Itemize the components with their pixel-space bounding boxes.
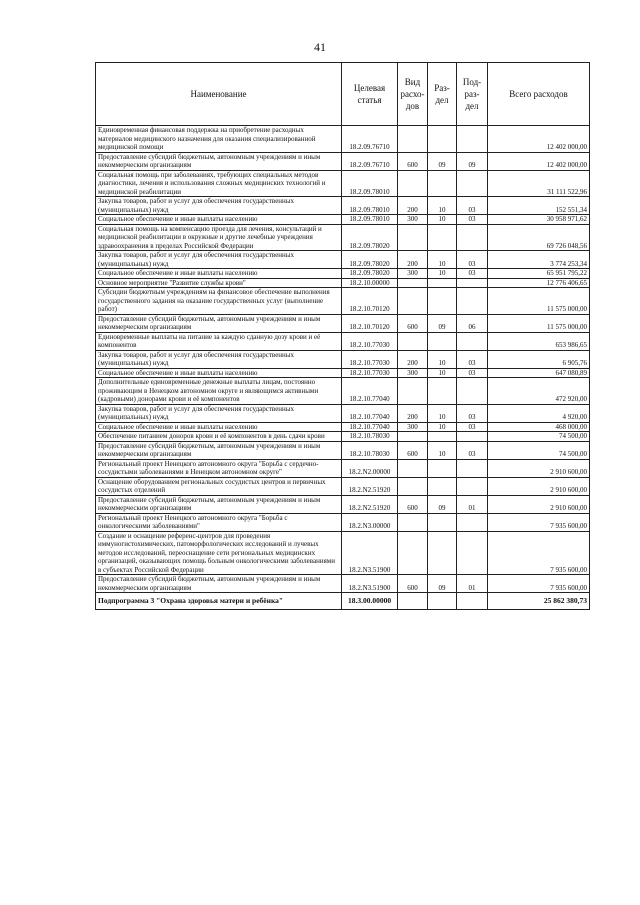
row-name: Социальная помощь при заболеваниях, требующих специальных методов диагностики, лечения и использования сложных медицинских технологий и медицинской реабилитации [96, 170, 342, 197]
table-row [96, 332, 590, 350]
header-subsection: Под-раз-дел [457, 63, 488, 126]
header-name: Наименование [96, 63, 342, 126]
row-expense-type: 300 [398, 368, 428, 378]
row-expense-type [398, 224, 428, 251]
row-section [428, 378, 457, 405]
row-subsection [457, 224, 488, 251]
page-number: 41 [314, 40, 326, 54]
row-amount: 25 862 380,73 [488, 593, 590, 610]
row-name: Оснащение оборудованием региональных сосудистых центров и первичных сосудистых отделений [96, 477, 342, 495]
row-amount: 7 935 600,00 [488, 513, 590, 531]
row-amount: 653 986,65 [488, 332, 590, 350]
row-expense-type [398, 332, 428, 350]
row-target-article: 18.2.10.70120 [342, 314, 398, 332]
row-amount: 4 920,00 [488, 404, 590, 422]
row-target-article: 18.2.10.77030 [342, 368, 398, 378]
row-name: Социальное обеспечение и иные выплаты населению [96, 269, 342, 279]
row-expense-type [398, 278, 428, 288]
row-section: 09 [428, 314, 457, 332]
row-amount: 2 910 600,00 [488, 459, 590, 477]
budget-table [95, 62, 590, 610]
row-expense-type: 200 [398, 251, 428, 269]
table-row [96, 170, 590, 197]
header-target-article: Целевая статья [342, 63, 398, 126]
row-name: Социальное обеспечение и иные выплаты населению [96, 422, 342, 432]
row-target-article: 18.2.10.78030 [342, 432, 398, 442]
row-name: Социальное обеспечение и иные выплаты населению [96, 368, 342, 378]
row-target-article: 18.2.09.78020 [342, 251, 398, 269]
row-expense-type: 600 [398, 441, 428, 459]
row-target-article: 18.2.10.77040 [342, 378, 398, 405]
row-name: Предоставление субсидий бюджетным, автономным учреждениям и иным некоммерческим организациям [96, 495, 342, 513]
row-expense-type: 300 [398, 269, 428, 279]
row-subsection [457, 278, 488, 288]
row-subsection [457, 513, 488, 531]
row-amount: 30 958 971,62 [488, 215, 590, 225]
row-target-article: 18.2.N2.51920 [342, 477, 398, 495]
table-row [96, 432, 590, 442]
table-row [96, 288, 590, 315]
row-amount: 12 776 406,65 [488, 278, 590, 288]
table-row [96, 531, 590, 575]
row-name: Закупка товаров, работ и услуг для обеспечения государственных (муниципальных) нужд [96, 404, 342, 422]
row-section [428, 432, 457, 442]
row-amount: 12 402 000,00 [488, 152, 590, 170]
row-subsection [457, 459, 488, 477]
row-section: 10 [428, 269, 457, 279]
row-name: Закупка товаров, работ и услуг для обеспечения государственных (муниципальных) нужд [96, 350, 342, 368]
table-row [96, 378, 590, 405]
row-subsection [457, 170, 488, 197]
row-name: Дополнительные единовременные денежные выплаты лицам, постоянно проживающим в Ненецком автономном округе и являющимся активными (кадровыми) донорами крови и её компонентов [96, 378, 342, 405]
table-row [96, 215, 590, 225]
row-subsection: 03 [457, 422, 488, 432]
row-section [428, 531, 457, 575]
row-name: Предоставление субсидий бюджетным, автономным учреждениям и иным некоммерческим организациям [96, 575, 342, 593]
row-expense-type [398, 170, 428, 197]
row-section: 10 [428, 404, 457, 422]
row-expense-type: 300 [398, 215, 428, 225]
row-section [428, 170, 457, 197]
row-subsection: 03 [457, 215, 488, 225]
row-target-article: 18.2.09.78010 [342, 197, 398, 215]
row-subsection: 03 [457, 197, 488, 215]
table-row [96, 513, 590, 531]
row-target-article: 18.2.N3.51900 [342, 531, 398, 575]
row-subsection: 03 [457, 350, 488, 368]
row-section: 10 [428, 251, 457, 269]
row-target-article: 18.2.09.78020 [342, 269, 398, 279]
row-name: Предоставление субсидий бюджетным, автономным учреждениям и иным некоммерческим организациям [96, 152, 342, 170]
table-body [96, 126, 590, 610]
row-name: Основное мероприятие "Развитие службы крови" [96, 278, 342, 288]
row-subsection: 03 [457, 368, 488, 378]
row-expense-type [398, 593, 428, 610]
row-expense-type [398, 477, 428, 495]
row-name: Закупка товаров, работ и услуг для обеспечения государственных (муниципальных) нужд [96, 197, 342, 215]
row-name: Предоставление субсидий бюджетным, автономным учреждениям и иным некоммерческим организациям [96, 441, 342, 459]
row-target-article: 18.2.09.78010 [342, 170, 398, 197]
row-subsection [457, 432, 488, 442]
row-expense-type [398, 378, 428, 405]
header-section: Раз-дел [428, 63, 457, 126]
row-name: Обеспечение питанием доноров крови и её компонентов в день сдачи крови [96, 432, 342, 442]
row-expense-type: 200 [398, 404, 428, 422]
table-row [96, 278, 590, 288]
row-section: 10 [428, 215, 457, 225]
row-subsection: 06 [457, 314, 488, 332]
table-row [96, 441, 590, 459]
row-section: 10 [428, 441, 457, 459]
row-section [428, 332, 457, 350]
header-total: Всего расходов [488, 63, 590, 126]
table-row [96, 314, 590, 332]
row-section [428, 459, 457, 477]
row-subsection [457, 477, 488, 495]
row-subsection: 01 [457, 495, 488, 513]
row-amount: 11 575 000,00 [488, 314, 590, 332]
row-amount: 468 000,00 [488, 422, 590, 432]
table-header-row [96, 63, 590, 126]
row-amount: 69 726 048,56 [488, 224, 590, 251]
row-expense-type: 200 [398, 197, 428, 215]
row-amount: 11 575 000,00 [488, 288, 590, 315]
row-target-article: 18.2.09.76710 [342, 152, 398, 170]
row-section [428, 278, 457, 288]
row-section [428, 477, 457, 495]
row-target-article: 18.3.00.00000 [342, 593, 398, 610]
table-row [96, 404, 590, 422]
row-section: 10 [428, 350, 457, 368]
row-subsection [457, 332, 488, 350]
row-section: 09 [428, 575, 457, 593]
table-row [96, 224, 590, 251]
row-section: 09 [428, 152, 457, 170]
row-target-article: 18.2.10.77040 [342, 404, 398, 422]
row-target-article: 18.2.N3.00000 [342, 513, 398, 531]
row-subsection [457, 126, 488, 153]
row-amount: 2 910 600,00 [488, 495, 590, 513]
table-row [96, 477, 590, 495]
row-amount: 3 774 253,34 [488, 251, 590, 269]
table-row [96, 459, 590, 477]
row-amount: 472 920,00 [488, 378, 590, 405]
row-amount: 74 500,00 [488, 441, 590, 459]
row-name: Закупка товаров, работ и услуг для обеспечения государственных (муниципальных) нужд [96, 251, 342, 269]
row-name: Предоставление субсидий бюджетным, автономным учреждениям и иным некоммерческим организациям [96, 314, 342, 332]
row-target-article: 18.2.N2.00000 [342, 459, 398, 477]
table-row [96, 126, 590, 153]
row-expense-type [398, 531, 428, 575]
row-name: Единовременная финансовая поддержка на приобретение расходных материалов медицинского назначения для оказания специализированной медицинской помощи [96, 126, 342, 153]
row-target-article: 18.2.09.78020 [342, 224, 398, 251]
row-subsection [457, 593, 488, 610]
row-amount: 2 910 600,00 [488, 477, 590, 495]
row-subsection: 03 [457, 441, 488, 459]
row-target-article: 18.2.10.78030 [342, 441, 398, 459]
row-section [428, 224, 457, 251]
row-section [428, 593, 457, 610]
row-section: 10 [428, 368, 457, 378]
row-amount: 65 951 795,22 [488, 269, 590, 279]
row-name: Создание и оснащение референс-центров для проведения иммуногистохимических, патоморфологических исследований и лучевых методов исследований, переоснащение сети региональных медицинских организаций, оказывающих помощь больным онкологическими заболеваниями в субъектах Российской Федерации [96, 531, 342, 575]
table-row [96, 350, 590, 368]
row-section [428, 288, 457, 315]
row-name: Социальная помощь на компенсацию проезда для лечения, консультаций и медицинской реабилитации в окружные и другие лечебные учреждения здравоохранения в пределах Российской Федерации [96, 224, 342, 251]
row-section: 09 [428, 495, 457, 513]
row-subsection [457, 288, 488, 315]
row-target-article: 18.2.09.76710 [342, 126, 398, 153]
row-amount: 7 935 600,00 [488, 575, 590, 593]
table-row [96, 197, 590, 215]
row-name: Единовременные выплаты на питание за каждую сданную дозу крови и её компонентов [96, 332, 342, 350]
row-name: Региональный проект Ненецкого автономного округа "Борьба с сердечно-сосудистыми заболеваниями в Ненецком автономном округе" [96, 459, 342, 477]
row-expense-type [398, 513, 428, 531]
row-name: Региональный проект Ненецкого автономного округа "Борьба с онкологическими заболеваниями" [96, 513, 342, 531]
row-subsection: 03 [457, 269, 488, 279]
header-expense-type: Вид расхо-дов [398, 63, 428, 126]
row-subsection: 01 [457, 575, 488, 593]
table-row [96, 269, 590, 279]
row-expense-type: 200 [398, 350, 428, 368]
row-target-article: 18.2.09.78010 [342, 215, 398, 225]
row-expense-type: 600 [398, 152, 428, 170]
row-target-article: 18.2.10.00000 [342, 278, 398, 288]
row-amount: 647 080,89 [488, 368, 590, 378]
row-expense-type: 600 [398, 314, 428, 332]
row-expense-type [398, 288, 428, 315]
table-row [96, 152, 590, 170]
table-row [96, 368, 590, 378]
row-section [428, 513, 457, 531]
row-expense-type [398, 432, 428, 442]
table-row [96, 575, 590, 593]
row-expense-type [398, 459, 428, 477]
row-expense-type: 600 [398, 495, 428, 513]
row-expense-type: 600 [398, 575, 428, 593]
row-amount: 31 111 522,96 [488, 170, 590, 197]
row-amount: 7 935 600,00 [488, 531, 590, 575]
row-amount: 12 402 000,00 [488, 126, 590, 153]
row-expense-type: 300 [398, 422, 428, 432]
table-row [96, 495, 590, 513]
row-subsection [457, 531, 488, 575]
row-subsection: 09 [457, 152, 488, 170]
table-row [96, 422, 590, 432]
row-subsection: 03 [457, 251, 488, 269]
row-target-article: 18.2.10.77030 [342, 332, 398, 350]
row-target-article: 18.2.10.70120 [342, 288, 398, 315]
row-expense-type [398, 126, 428, 153]
row-target-article: 18.2.10.77040 [342, 422, 398, 432]
row-subsection [457, 378, 488, 405]
row-section: 10 [428, 197, 457, 215]
row-subsection: 03 [457, 404, 488, 422]
row-section: 10 [428, 422, 457, 432]
row-name: Субсидии бюджетным учреждениям на финансовое обеспечение выполнения государственного задания на оказание государственных услуг (выполнение работ) [96, 288, 342, 315]
row-amount: 152 551,34 [488, 197, 590, 215]
row-amount: 74 500,00 [488, 432, 590, 442]
row-target-article: 18.2.N3.51900 [342, 575, 398, 593]
row-target-article: 18.2.N2.51920 [342, 495, 398, 513]
row-section [428, 126, 457, 153]
row-target-article: 18.2.10.77030 [342, 350, 398, 368]
row-amount: 6 905,76 [488, 350, 590, 368]
row-name: Подпрограмма 3 "Охрана здоровья матери и ребёнка" [96, 593, 342, 610]
row-name: Социальное обеспечение и иные выплаты населению [96, 215, 342, 225]
table-row [96, 593, 590, 610]
table-row [96, 251, 590, 269]
